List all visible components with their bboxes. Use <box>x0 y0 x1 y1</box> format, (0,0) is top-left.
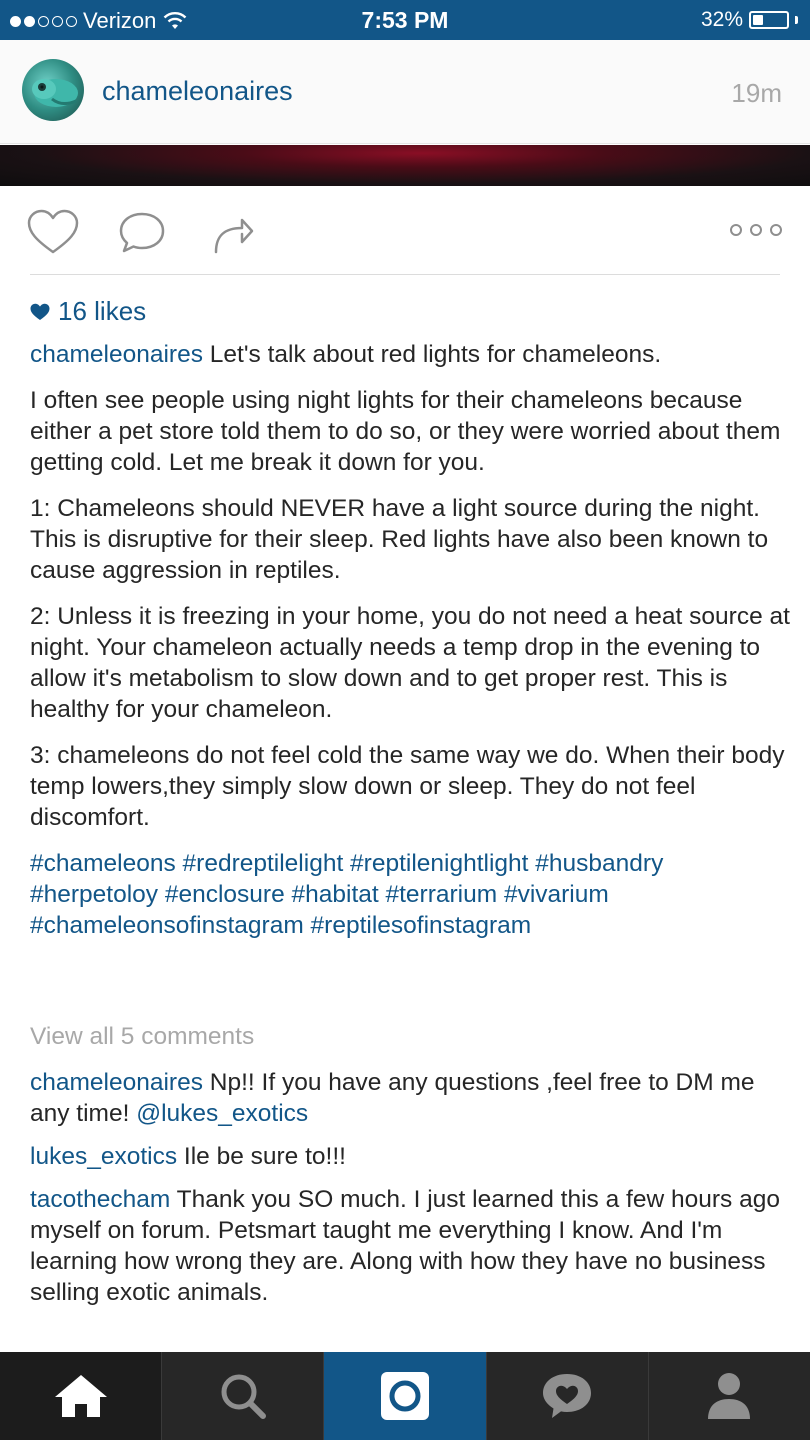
caption-text: Let's talk about red lights for chameleons. <box>209 341 662 368</box>
heart-filled-icon <box>30 303 50 321</box>
share-button[interactable] <box>208 208 262 258</box>
comment-mention[interactable]: @lukes_exotics <box>136 1100 309 1127</box>
post-image[interactable] <box>0 145 810 186</box>
caption-paragraph: 2: Unless it is freezing in your home, you do not need a heat source at night. Your chameleon actually needs a temp drop in the evening to allow it's metabolism to slow down and to get proper rest. This is healthy for your chameleon. <box>30 603 790 723</box>
caption-paragraph: I often see people using night lights for their chameleons because either a pet store told them to do so, or they were worried about them getting cold. Let me break it down for you. <box>30 387 781 476</box>
tab-home[interactable] <box>0 1352 161 1440</box>
caption-paragraph: 1: Chameleons should NEVER have a light source during the night. This is disruptive for their sleep. Red lights have also been known to cause aggression in reptiles. <box>30 495 769 584</box>
status-bar <box>0 0 810 40</box>
tab-camera[interactable] <box>324 1352 485 1440</box>
bottom-tab-bar <box>0 1352 810 1440</box>
home-icon <box>52 1372 110 1420</box>
caption-hashtags[interactable]: #chameleons #redreptilelight #reptilenightlight #husbandry #herpetoloy #enclosure #habitat #terrarium #vivarium #chameleonsofinstagram #reptilesofinstagram <box>30 850 664 939</box>
more-dots-icon <box>730 224 742 236</box>
comment-text: Ile be sure to!!! <box>183 1143 346 1170</box>
battery-percent: 32% <box>700 8 743 31</box>
caption-first-line <box>30 339 790 370</box>
more-options-button[interactable] <box>730 222 782 238</box>
battery-icon <box>749 11 789 29</box>
likes-count[interactable] <box>30 296 146 327</box>
comment-item <box>30 1067 790 1129</box>
comment-username[interactable]: tacothecham <box>30 1186 171 1213</box>
heart-outline-icon <box>26 208 80 258</box>
speech-bubble-icon <box>116 208 170 258</box>
post-username[interactable]: chameleonaires <box>102 76 293 106</box>
share-arrow-icon <box>208 208 262 258</box>
comment-text: Np!! If you have any questions ,feel free to DM me any time! <box>30 1069 755 1127</box>
camera-icon <box>379 1370 431 1422</box>
caption-username[interactable]: chameleonaires <box>30 341 203 368</box>
search-icon <box>218 1371 268 1421</box>
comment-username[interactable]: lukes_exotics <box>30 1143 178 1170</box>
post-caption <box>30 339 790 941</box>
comment-item <box>30 1184 790 1308</box>
likes-label: 16 likes <box>58 296 147 326</box>
avatar[interactable] <box>22 59 84 121</box>
clock: 7:53 PM <box>361 7 449 33</box>
battery-status <box>701 8 798 32</box>
profile-icon <box>706 1371 752 1421</box>
comment-item <box>30 1141 790 1172</box>
post-header <box>0 40 810 144</box>
like-button[interactable] <box>26 208 80 258</box>
post-time: 19m <box>731 78 782 108</box>
activity-heart-icon <box>540 1371 594 1421</box>
caption-paragraph: 3: chameleons do not feel cold the same way we do. When their body temp lowers,they simply slow down or sleep. They do not feel discomfort. <box>30 742 785 831</box>
carrier-name: Verizon <box>83 8 157 33</box>
view-all-comments-link[interactable]: View all 5 comments <box>30 1023 255 1050</box>
comment-username[interactable]: chameleonaires <box>30 1069 203 1096</box>
divider <box>30 274 780 275</box>
tab-search[interactable] <box>162 1352 323 1440</box>
tab-profile[interactable] <box>649 1352 810 1440</box>
comment-text: Thank you SO much. I just learned this a few hours ago myself on forum. Petsmart taught me everything I know. And I'm learning how wrong they are. Along with how they have no business selling exotic animals. <box>30 1186 780 1306</box>
comment-button[interactable] <box>116 208 170 258</box>
post-actions <box>0 186 810 276</box>
tab-activity[interactable] <box>487 1352 648 1440</box>
